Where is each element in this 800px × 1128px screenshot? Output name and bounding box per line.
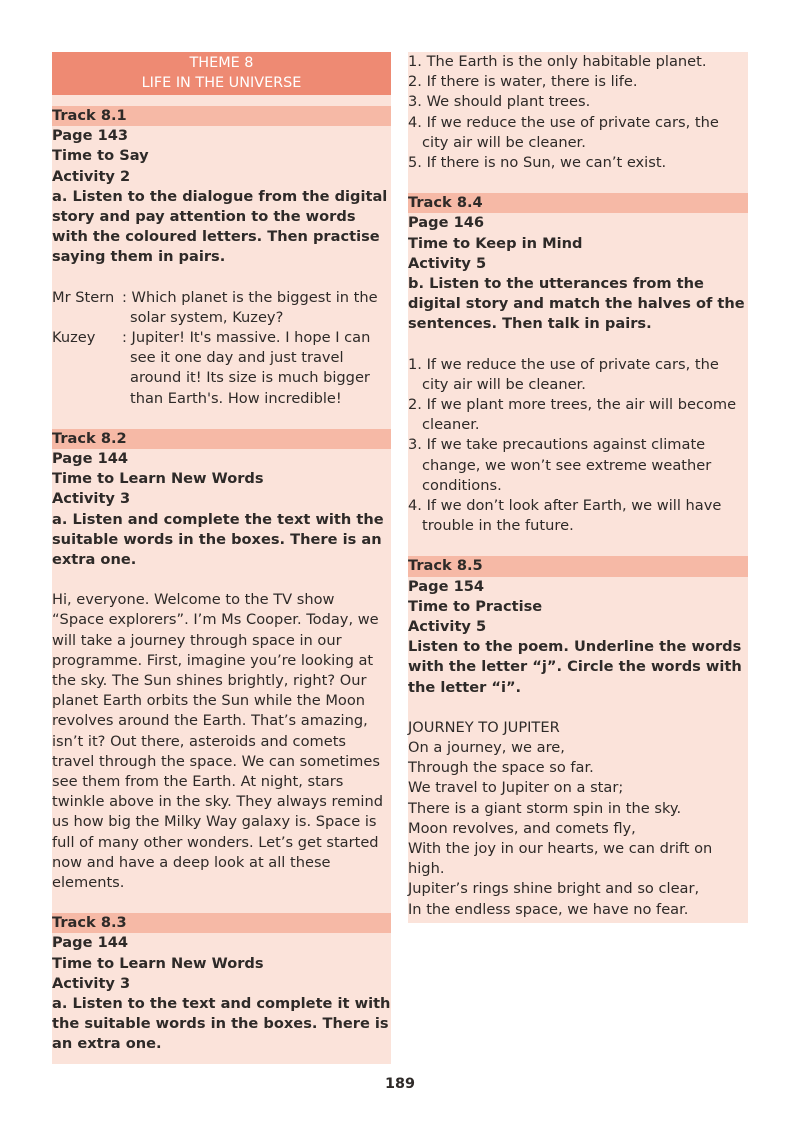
section-title: Time to Keep in Mind — [408, 234, 583, 252]
poem-line: Through the space so far. — [408, 759, 594, 777]
track-8-2-section — [52, 429, 391, 893]
dialogue-line — [52, 328, 391, 409]
left-column — [52, 52, 391, 1064]
instruction: a. Listen to the text and complete it with the suitable words in the boxes. There is an extra one. — [52, 995, 391, 1053]
track-heading: Track 8.4 — [408, 193, 748, 213]
utterance: : Jupiter! It's massive. I hope I can see it one day and just travel around it! Its size is much bigger than Earth's. How incredible! — [122, 329, 371, 407]
list-item: 5. If there is no Sun, we can’t exist. — [408, 154, 667, 172]
activity-label: Activity 5 — [408, 254, 487, 272]
activity-label: Activity 5 — [408, 618, 487, 636]
poem-title: JOURNEY TO JUPITER — [408, 718, 560, 736]
poem-line: There is a giant storm spin in the sky. — [408, 799, 682, 817]
poem-line: With the joy in our hearts, we can drift on high. — [408, 840, 713, 878]
track-heading: Track 8.1 — [52, 106, 391, 126]
section-title: Time to Say — [52, 147, 149, 165]
instruction: a. Listen and complete the text with the suitable words in the boxes. There is an extra one. — [52, 510, 384, 569]
track-8-5-section — [408, 556, 748, 919]
track-heading: Track 8.2 — [52, 429, 391, 449]
section-title: Time to Learn New Words — [52, 954, 264, 972]
page-ref: Page 146 — [408, 214, 485, 232]
track-heading: Track 8.5 — [408, 556, 748, 576]
list-item: 2. If we plant more trees, the air will become cleaner. — [408, 396, 737, 434]
list-item: 1. If we reduce the use of private cars, the city air will be cleaner. — [408, 355, 719, 393]
poem-line: Moon revolves, and comets fly, — [408, 819, 636, 837]
list-item: 4. If we reduce the use of private cars, the city air will be cleaner. — [408, 113, 719, 151]
list-item: 2. If there is water, there is life. — [408, 73, 638, 91]
theme-header — [52, 52, 391, 95]
right-column — [408, 52, 748, 923]
activity-label: Activity 2 — [52, 167, 131, 185]
list-item: 1. The Earth is the only habitable planet. — [408, 53, 707, 70]
track-heading: Track 8.3 — [52, 913, 391, 933]
poem-line: Jupiter’s rings shine bright and so clear, — [408, 880, 700, 898]
theme-title: LIFE IN THE UNIVERSE — [141, 75, 302, 91]
poem-line: In the endless space, we have no fear. — [408, 900, 689, 918]
section-title: Time to Learn New Words — [52, 470, 264, 488]
page-ref: Page 144 — [52, 450, 129, 468]
track-8-4-section — [408, 193, 748, 536]
speaker: Mr Stern — [52, 288, 115, 306]
page-number: 189 — [384, 1076, 416, 1092]
list-item: 3. We should plant trees. — [408, 93, 591, 111]
dialogue-line — [52, 288, 391, 328]
instruction: Listen to the poem. Underline the words with the letter “j”. Circle the words with the letter “i”. — [408, 638, 742, 696]
instruction: b. Listen to the utterances from the digital story and match the halves of the sentences. Then talk in pairs. — [408, 275, 745, 333]
activity-label: Activity 3 — [52, 974, 131, 992]
track-8-1-section — [52, 106, 391, 409]
poem-line: On a journey, we are, — [408, 739, 565, 757]
track-8-3-section — [52, 913, 391, 1054]
section-title: Time to Practise — [408, 597, 543, 615]
speaker: Kuzey — [52, 329, 96, 347]
activity-label: Activity 3 — [52, 490, 131, 508]
utterance: : Which planet is the biggest in the solar system, Kuzey? — [122, 288, 378, 326]
page-ref: Page 143 — [52, 127, 129, 145]
page-ref: Page 144 — [52, 934, 129, 952]
theme-number: THEME 8 — [189, 55, 254, 71]
transcript-text: Hi, everyone. Welcome to the TV show “Space explorers”. I’m Ms Cooper. Today, we will take a journey through space in our programme. First, imagine you’re looking at the sky. The Sun shines brightly, right? Our planet Earth orbits the Sun while the Moon revolves around the Earth. That’s amazing, isn’t it? Out there, asteroids and comets travel through the space. We can sometimes see them from the Earth. At night, stars twinkle above in the sky. They always remind us how big the Milky Way galaxy is. Space is full of many other wonders. Let’s get started now and have a deep look at all these elements. — [52, 591, 383, 892]
track-8-3-list — [408, 52, 748, 173]
page-ref: Page 154 — [408, 577, 485, 595]
list-item: 3. If we take precautions against climate change, we won’t see extreme weather conditions. — [408, 436, 712, 494]
list-item: 4. If we don’t look after Earth, we will have trouble in the future. — [408, 497, 722, 535]
instruction: a. Listen to the dialogue from the digital story and pay attention to the words with the coloured letters. Then practise saying them in pairs. — [52, 187, 388, 266]
poem-line: We travel to Jupiter on a star; — [408, 779, 624, 797]
